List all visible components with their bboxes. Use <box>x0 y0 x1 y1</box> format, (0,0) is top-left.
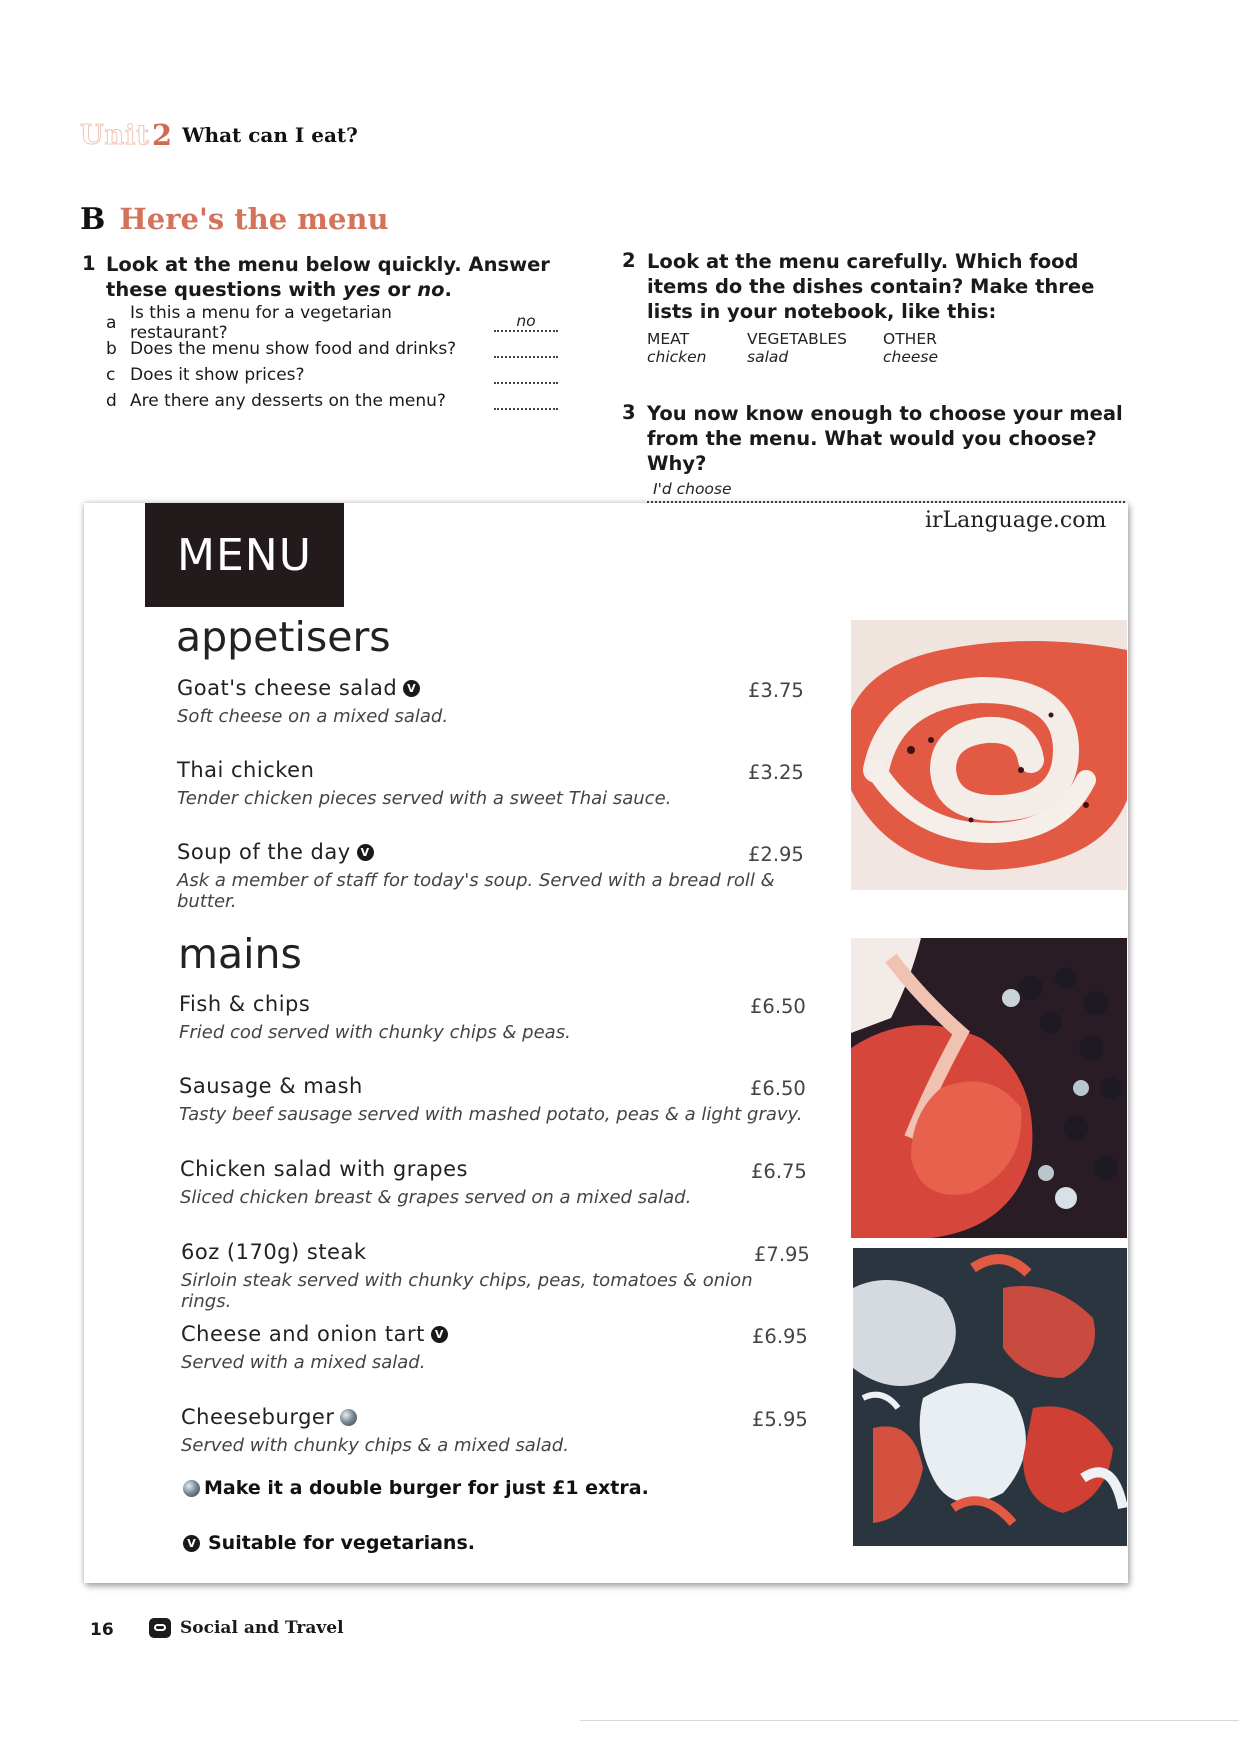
instruction-text: Look at the menu below quickly. Answer these questions with <box>106 253 550 301</box>
exercise-1-instruction <box>106 252 596 302</box>
note-text: Suitable for vegetarians. <box>208 1532 475 1554</box>
menu-item <box>181 1322 806 1373</box>
item-name: Thai chicken <box>177 758 315 782</box>
item-name: Chicken salad with grapes <box>180 1157 468 1181</box>
item-name <box>181 1405 806 1429</box>
answer-field[interactable] <box>494 366 558 384</box>
list-item <box>106 336 602 362</box>
vegetarian-icon: V <box>403 680 420 697</box>
item-description: Soft cheese on a mixed salad. <box>177 706 449 727</box>
item-description: Served with chunky chips & a mixed salad. <box>181 1435 569 1456</box>
item-price: £6.50 <box>750 1077 806 1100</box>
column-other <box>883 330 983 366</box>
menu-item <box>180 1157 805 1208</box>
watermark: irLanguage.com <box>925 508 1107 533</box>
column-header: MEAT <box>647 330 690 348</box>
exercise-2-instruction: Look at the menu carefully. Which food items do the dishes contain? Make three lists in your notebook, like this: <box>647 250 1095 323</box>
menu-item <box>177 840 817 912</box>
double-burger-icon <box>183 1480 200 1497</box>
double-burger-note <box>183 1477 649 1499</box>
notebook-columns <box>622 330 1127 366</box>
chat-bubble-icon <box>149 1618 171 1638</box>
menu-item <box>181 1240 810 1312</box>
page-number: 16 <box>90 1620 114 1640</box>
menu-item <box>181 1405 806 1456</box>
exercise-1-number: 1 <box>82 252 96 275</box>
item-description: Fried cod served with chunky chips & peas. <box>179 1022 571 1043</box>
item-question: Does it show prices? <box>130 365 305 385</box>
list-item <box>106 362 602 388</box>
item-name <box>177 840 817 864</box>
item-description: Sirloin steak served with chunky chips, peas, tomatoes & onion rings. <box>181 1270 753 1312</box>
item-question: Does the menu show food and drinks? <box>130 339 457 359</box>
column-meat <box>647 330 747 366</box>
no-word: no <box>417 278 445 301</box>
item-price: £6.95 <box>752 1325 808 1348</box>
unit-label: Unit <box>80 119 150 151</box>
note-text: Make it a double burger for just £1 extra. <box>204 1477 649 1499</box>
item-question: Is this a menu for a vegetarian restaurant? <box>130 303 392 343</box>
item-description: Sliced chicken breast & grapes served on a mixed salad. <box>180 1187 692 1208</box>
mains-heading: mains <box>178 930 302 978</box>
item-price: £3.25 <box>748 761 804 784</box>
item-name-text: Cheeseburger <box>181 1405 335 1429</box>
vegetarian-icon: V <box>431 1326 448 1343</box>
menu-item <box>179 992 804 1043</box>
double-burger-icon <box>340 1409 357 1426</box>
item-name <box>177 676 802 700</box>
item-name <box>181 1322 806 1346</box>
divider <box>580 1720 1239 1721</box>
salad-photo <box>853 1248 1127 1546</box>
item-name-text: Goat's cheese salad <box>177 676 398 700</box>
vegetarian-icon: V <box>357 844 374 861</box>
item-question: Are there any desserts on the menu? <box>130 391 446 411</box>
section-header <box>80 202 389 237</box>
item-price: £7.95 <box>754 1243 810 1266</box>
item-name-text: Cheese and onion tart <box>181 1322 425 1346</box>
yes-word: yes <box>343 278 381 301</box>
column-vegetables <box>747 330 883 366</box>
column-header: OTHER <box>883 330 937 348</box>
exercise-2 <box>622 249 1127 366</box>
unit-title: What can I eat? <box>182 123 358 147</box>
answer-field[interactable] <box>494 392 558 410</box>
menu-item <box>177 758 802 809</box>
section-title: Here's the menu <box>119 202 389 236</box>
or-word: or <box>380 278 418 301</box>
answer-field[interactable]: no <box>494 314 558 332</box>
item-name: Sausage & mash <box>179 1074 363 1098</box>
column-header: VEGETABLES <box>747 330 847 348</box>
exercise-3 <box>622 401 1127 503</box>
mussels-photo <box>851 938 1127 1238</box>
item-letter: c <box>106 365 116 385</box>
exercise-2-number: 2 <box>622 249 636 272</box>
exercise-3-instruction: You now know enough to choose your meal from the menu. What would you choose? Why? <box>647 402 1123 475</box>
period: . <box>444 278 452 301</box>
section-letter: B <box>80 202 106 237</box>
unit-header <box>80 118 358 152</box>
item-price: £6.75 <box>751 1160 807 1183</box>
menu-banner: MENU <box>145 503 344 607</box>
menu-item <box>179 1074 804 1125</box>
item-name: Fish & chips <box>179 992 311 1016</box>
item-name-text: Soup of the day <box>177 840 351 864</box>
item-price: £6.50 <box>750 995 806 1018</box>
item-letter: d <box>106 391 117 411</box>
item-letter: a <box>106 313 117 333</box>
item-description: Ask a member of staff for today's soup. Served with a bread roll & butter. <box>177 870 775 912</box>
item-letter: b <box>106 339 117 359</box>
menu-item <box>177 676 802 727</box>
answer-field[interactable] <box>494 340 558 358</box>
exercise-1-list <box>82 303 602 414</box>
answer-line[interactable] <box>647 479 1125 503</box>
exercise-3-number: 3 <box>622 401 636 424</box>
item-price: £5.95 <box>752 1408 808 1431</box>
answer-start: I'd choose <box>653 480 732 498</box>
item-price: £3.75 <box>748 679 804 702</box>
item-price: £2.95 <box>748 843 804 866</box>
column-example: salad <box>747 348 789 366</box>
soup-photo <box>851 620 1127 890</box>
list-item <box>106 388 602 414</box>
item-description: Tasty beef sausage served with mashed potato, peas & a light gravy. <box>179 1104 803 1125</box>
item-description: Tender chicken pieces served with a sweet Thai sauce. <box>177 788 672 809</box>
item-description: Served with a mixed salad. <box>181 1352 426 1373</box>
unit-number: 2 <box>151 118 173 152</box>
vegetarian-icon: V <box>183 1535 200 1552</box>
exercise-1 <box>82 252 602 414</box>
column-example: chicken <box>647 348 707 366</box>
vegetarian-note <box>183 1532 475 1554</box>
item-name: 6oz (170g) steak <box>181 1240 367 1264</box>
appetisers-heading: appetisers <box>176 613 391 661</box>
column-example: cheese <box>883 348 939 366</box>
footer-label: Social and Travel <box>180 1618 344 1638</box>
list-item <box>106 303 602 343</box>
